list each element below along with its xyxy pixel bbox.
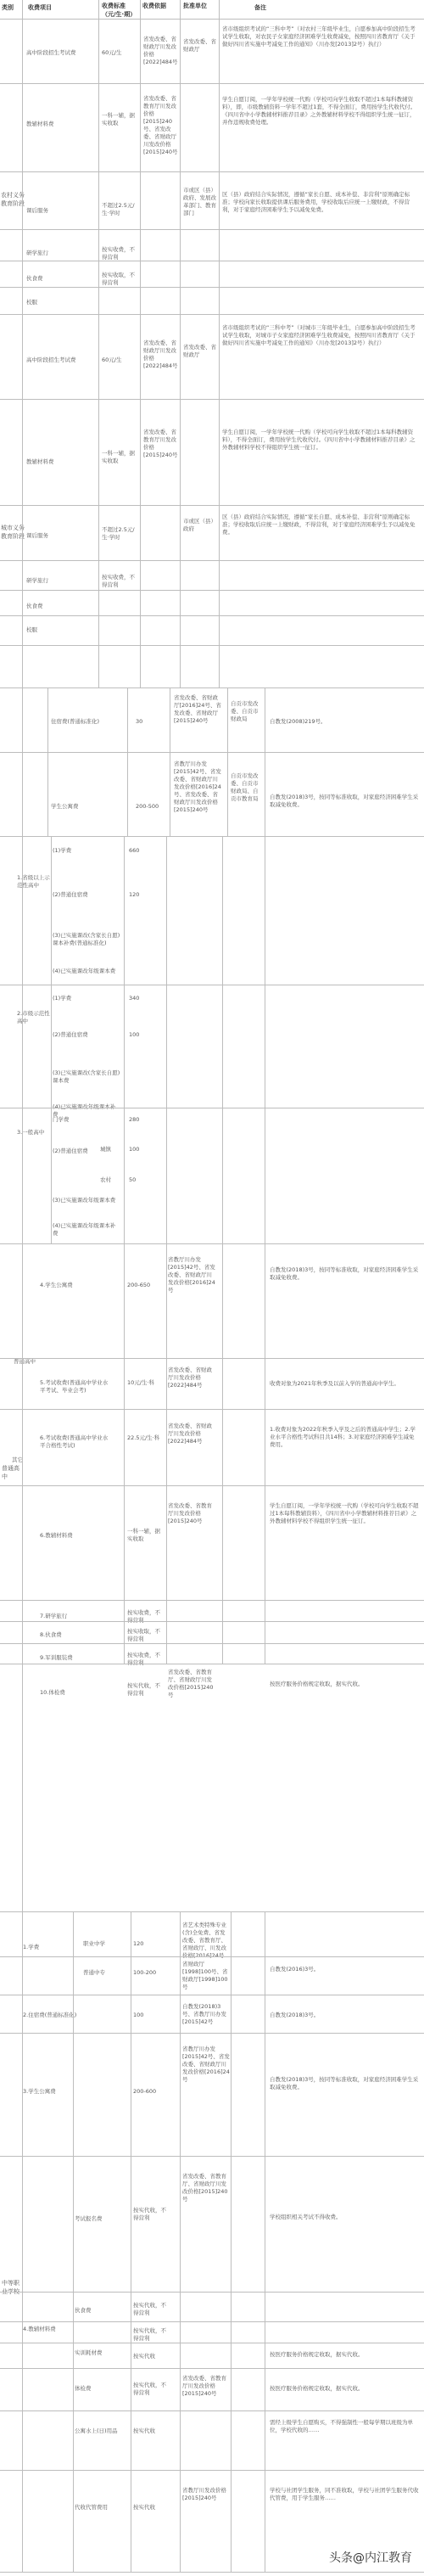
grid-line: [0, 314, 424, 315]
high-t2-fee: (1)学费: [53, 995, 72, 1002]
high-side-mid: 其它: [12, 1456, 23, 1463]
voc-r10-note: 需经上级学生自愿购买，不得强制性一般每学期以班级为单位，学校代收的……: [270, 2419, 413, 2433]
grid-line: [124, 836, 125, 1664]
high-t1-fee: (1)学费: [53, 847, 72, 854]
voc-r11-price: 按实代收: [133, 2504, 155, 2511]
rural-exam-approver: 省发改委、省财政厅: [183, 38, 216, 53]
high-other-exam: 10.体检费: [40, 1689, 65, 1696]
rural-book-note: 学生自愿订阅，一学年学校统一代购（学校可向学生收取不超过1本每科教辅资料），即，市级教辅资料一学年不超过1套，不得全面订，费用按学生代收代付。《四川省中小学教辅材料推荐目录》之外教辅材料学校不得组织学生统一征订，并作违规收费处理。: [222, 96, 416, 126]
block-vocational-label: 中等职业学校: [2, 2280, 20, 2295]
grid-line: [0, 229, 424, 230]
high-t2-book2: (4)已实施课改年级课本补费: [53, 1103, 116, 1118]
header-item: 收费项目: [28, 4, 52, 11]
voc-r5-basis: 省发改委、省教育厅、省财政厅川发改价格[2015]240号: [182, 2173, 228, 2203]
grid-line: [127, 687, 128, 836]
voc-r8-item: 实训耗材费: [75, 2349, 103, 2356]
grid-line: [0, 1600, 424, 1601]
voc-r4-basis: 省教厅川办发[2015]42号、省发改委、省财政厅川发改价格[2016]24号: [182, 2046, 230, 2083]
high-t2-stay: (2)普通住宿费: [53, 1031, 88, 1038]
mid-row2-note: 自教发(2018)3号，按同等标准收取，对家庭经济困难学生采取减免收费。: [270, 794, 419, 808]
grid-line: [51, 836, 52, 1243]
high-other-5-basis: 省发改委、省财政厅川发改价格[2022]484号: [168, 1367, 212, 1389]
grid-line: [0, 1621, 424, 1622]
grid-line: [47, 687, 48, 836]
grid-line: [0, 171, 424, 172]
voc-tuition-label: 1.学费: [23, 1944, 40, 1950]
high-t2-stay-price: 100: [129, 1031, 140, 1038]
rural-exam-item: 高中阶段招生考试费: [26, 49, 76, 56]
urban-stay-note: 区（县）政府结合实际情况，遵循“家长自愿、成本补偿、非营利”原则确定标准；学校收取后应统一上缴财政，不得营利，对于家庭经济困难学生予以减免免费。: [222, 514, 416, 536]
voc-r7-price: 按实代收，不得营利: [133, 2327, 166, 2342]
grid-line: [0, 1485, 424, 1486]
high-general-stay: (2)普通住宿费: [53, 1148, 88, 1154]
voc-r7-item: 伙食费: [75, 2307, 92, 2314]
urban-meal-item: 伙食费: [26, 603, 43, 609]
high-other-5-note: 收费对象为2021年秋季及以前入学的普通高中学生。: [270, 1380, 400, 1387]
urban-trip-item: 研学旅行: [26, 577, 48, 584]
grid-line: [0, 645, 424, 646]
voc-r3-note: 自教发(2018)3号。: [270, 2012, 320, 2018]
rural-stay-approver: 市或区（县）政府、发展改革部门、教育部门: [183, 187, 216, 216]
high-other-book-price: 一科一辅，据实收取: [127, 1528, 160, 1542]
urban-exam-price: 60元/生: [102, 356, 122, 363]
high-general-fee-price: 280: [129, 1116, 140, 1123]
voc-r11-item: 代收代管费用: [75, 2504, 108, 2511]
rural-book-item: 教辅材料费: [26, 121, 54, 127]
grid-line: [0, 687, 424, 688]
urban-book-basis: 省发改委、省教育厅川发改价格[2015]240号: [143, 429, 178, 458]
high-other-exam-price: 按实代收，不得营利: [127, 1682, 160, 1697]
urban-exam-basis: 省发改委、省财政厅川发改价格[2022]484号: [143, 340, 178, 369]
grid-line: [98, 0, 99, 687]
rural-meal-price: 按实收取，不得营利: [102, 272, 135, 286]
voc-r9-item: 体检费: [75, 2385, 92, 2392]
voc-r10-price: 按实代收: [133, 2427, 155, 2434]
urban-exam-approver: 省发改委、省财政厅: [183, 344, 216, 358]
grid-line: [0, 560, 424, 561]
urban-book-price: 一科一辅，据实收取: [102, 450, 135, 464]
grid-line: [222, 836, 223, 1664]
high-other-4: 4.学生公寓费: [40, 1282, 73, 1288]
high-tier1-label: 1.省级以上示范性高中: [17, 874, 50, 889]
voc-r6-item: 4.教辅材料费: [23, 2326, 56, 2332]
grid-line: [0, 2033, 424, 2034]
urban-stay-price: 不超过2.5元/生·学时: [102, 526, 135, 541]
high-general-rural: 农村: [100, 1176, 111, 1183]
high-t1-stay: (2)普通住宿费: [53, 891, 88, 898]
voc-r5-note: 学校组织相关考试不得收费。: [270, 2214, 342, 2220]
grid-line: [180, 0, 181, 687]
high-other-book-basis: 省发改委、省教育厅川发改价格[2015]240号: [168, 1502, 212, 1524]
grid-line: [0, 2410, 424, 2411]
voc-r3-basis: 自教发(2018)3号、省教厅川办发[2015]42号: [182, 2003, 226, 2025]
rural-book-basis: 省发改委、省教育厅川发改价格[2015]240号、省发改委、省财政厅川发改价格[2015]240号: [143, 95, 178, 155]
voc-r3-price: 100: [133, 2012, 144, 2018]
watermark-badge: 头条@内江教育: [326, 2547, 416, 2568]
high-other-meal: 8.伙食费: [40, 1631, 62, 1638]
voc-r11-note: 学校与社团学生服务，同不准收取，学校与社团学生服务代收代管费，用于学生服务……: [270, 2487, 419, 2501]
grid-line: [180, 1911, 181, 2572]
grid-line: [0, 615, 424, 616]
high-other-trip: 7.研学旅行: [40, 1613, 68, 1619]
grid-line: [0, 19, 424, 20]
voc-r8-note: 按医疗服务价格规定收取，据实代收。: [270, 2351, 364, 2358]
high-other-book-note: 学生自愿订阅，一学年学校统一代购（学校可向学生收取不超过1本每科教辅资料），《四川省中小学教辅材料推荐目录》之外教辅材料学校不得组织学生统一征订。: [270, 1502, 419, 1524]
grid-line: [0, 399, 424, 400]
voc-r5-price: 按实代收，不得营利: [133, 2207, 166, 2221]
voc-r3-item: 2.住宿费(普通标准化): [23, 2012, 77, 2018]
urban-exam-item: 高中阶段招生考试费: [26, 356, 76, 363]
urban-stay-item: 课后服务: [26, 532, 48, 539]
rural-exam-price: 60元/生: [102, 49, 122, 56]
voc-r4-price: 200-600: [133, 2088, 157, 2095]
voc-r8-price: 按实代收: [133, 2353, 155, 2360]
grid-line: [0, 590, 424, 591]
grid-line: [219, 0, 220, 687]
voc-r1-item: 职业中学: [83, 1940, 105, 1947]
high-t2-fee-price: 340: [129, 995, 140, 1002]
grid-line: [0, 2321, 424, 2322]
grid-line: [140, 0, 141, 687]
header-basis: 收费依据: [142, 3, 166, 9]
header-approver: 批准单位: [183, 3, 207, 9]
grid-line: [166, 836, 167, 1664]
header-category: 类别: [2, 4, 14, 11]
grid-line: [0, 752, 424, 753]
high-side-label: 普通高中: [14, 1358, 36, 1365]
rural-trip-price: 按实收费，不得营利: [102, 246, 135, 261]
voc-r1-basis: 省艺术类特殊专业(含)全免费、省发改委、省教育厅、省财政厅、川发改价格[2016]24号: [182, 1922, 226, 1959]
grid-line: [0, 1243, 424, 1244]
high-other-uniform-price: 按实收费，不得营利: [127, 1652, 160, 1666]
mid-row1-basis: 省发改委、省财政厅[2016]24号、省发改委、省财政厅[2015]240号: [174, 694, 221, 724]
voc-r5-item: 考试报名费: [75, 2215, 103, 2222]
high-other-exam-basis: 省发改委、省教育厅、省财政厅川发改价格[2015]240号: [168, 1669, 214, 1698]
voc-r9-basis: 省发改委、省教育厅川发改价格[2015]240号: [182, 2375, 226, 2397]
grid-line: [22, 0, 23, 2572]
mid-row2-approver: 自贡市发改委、自贡市财政局、自贡市教育局: [231, 772, 259, 802]
urban-book-note: 学生自愿订阅，一学年学校统一代购（学校可向学生收取不超过1本每科教辅资料），不得全面订，费用按学生代收代付。《四川省中小学教辅材料推荐目录》之外教辅材料学校不得组织学生统一征订。: [222, 429, 416, 451]
high-other-meal-price: 按实收取，不得营利: [127, 1628, 160, 1642]
block-rural-label: 农村义务教育阶段: [1, 192, 25, 207]
high-other-6: 6.考试收费(普通高中学业水平合格性考试): [40, 1434, 109, 1449]
high-other-trip-price: 按实收费，不得营利: [127, 1609, 160, 1624]
grid-line: [0, 2470, 424, 2471]
grid-line: [0, 83, 424, 84]
high-general-fee: 门学费: [53, 1116, 70, 1123]
grid-line: [0, 1911, 424, 1912]
rural-stay-item: 课后服务: [26, 207, 48, 214]
grid-line: [0, 505, 424, 506]
high-other-4-note: 自教发(2018)3号，按同等标准收取，对家庭经济困难学生采取减免收费。: [270, 1266, 419, 1281]
voc-r9-note: 按医疗服务价格规定收取，据实代收。: [270, 2385, 364, 2392]
rural-stay-note: 区（县）政府结合实际情况，遵循“家长自愿、成本补偿、非营利”原则确定标准；学校向家长收取提供课后服务费用，学校收取后应统一上缴财政，不得营利，对于家庭经济困难学生予以减免免费。: [222, 191, 410, 213]
rural-exam-basis: 省发改委、省财政厅川发改价格[2022]484号: [143, 36, 178, 65]
mid-row1-item: 住宿费(普通标准化): [51, 718, 100, 725]
rural-book-price: 一科一辅，据实收取: [102, 112, 135, 126]
high-general-rural-price: 50: [129, 1176, 137, 1183]
grid-line: [0, 287, 424, 288]
rural-trip-item: 研学旅行: [26, 250, 48, 256]
voc-r4-item: 3.学生公寓费: [23, 2088, 56, 2095]
grid-line: [0, 2368, 424, 2369]
grid-line: [0, 1409, 424, 1410]
voc-r2-note: 自教发(2016)3号。: [270, 1966, 320, 1973]
grid-line: [0, 2292, 424, 2293]
high-other-4-basis: 省教厅川办发[2015]42号、省发改委、省财政厅川发改价格[2016]24号: [168, 1256, 215, 1294]
high-other-exam-note: 按医疗服务价格规定收取，据实代收。: [270, 1681, 364, 1687]
high-other-5-price: 10元/生·科: [127, 1379, 155, 1386]
grid-line: [0, 1956, 424, 1957]
mid-row2-item: 学生公寓费: [51, 803, 79, 810]
high-general-stay-price: 100: [129, 1146, 140, 1153]
grid-line: [0, 2156, 424, 2157]
voc-r10-item: 公寓水上(日)用品: [75, 2427, 118, 2434]
high-other-6-basis: 省发改委、省财政厅川发改价格[2022]484号: [168, 1423, 212, 1445]
rural-uni-item: 校服: [26, 299, 37, 306]
high-other-uniform: 9.军训服装费: [40, 1654, 73, 1661]
high-other-4-price: 200-650: [127, 1282, 151, 1288]
high-other-6-note: 1.收费对象为2022年秋季入学及之后的普通高中学生；2.学业水平合格性考试科目共14科；3.对家庭经济困难学生减免费用。: [270, 1426, 416, 1448]
block-high-label: 普通高中: [2, 1465, 20, 1480]
voc-r6-price: 按实代收，不得营利: [133, 2302, 166, 2316]
high-general-stay-sub: 城镇: [100, 1146, 111, 1153]
urban-exam-note: 省市级组织考试的“三科中考”（对城市三年级毕业生，自愿参加高中阶段招生考试学生收取，对城市子女家庭经济困难学生收费减免，按照四川省教育厅《关于做好四川省实施中考减免工作的通知》（川办发[2013]2号）执行）: [222, 324, 416, 346]
high-other-6-price: 22.5元/生·科: [127, 1434, 160, 1441]
voc-r2-basis: 省财政厅[1998]100号、省财政厅[1998]100号: [182, 1961, 228, 1990]
voc-r2-price: 100-200: [133, 1969, 157, 1976]
high-tier2-label: 2.市级示范性高中: [17, 1010, 50, 1024]
rural-meal-item: 伙食费: [26, 275, 43, 282]
high-tier3-label: 3.一般高中: [17, 1129, 45, 1136]
rural-exam-note: 省市级组织考试的“三科中考”（对农村三年级毕业生，自愿参加高中阶段招生考试学生收取，对农民子女家庭经济困难学生收费减免，按照四川省教育厅《关于做好四川省实施中考减免工作的通知》（川办发[2013]2号）执行）: [222, 25, 416, 48]
voc-r9-price: 按实代收，不得营利: [133, 2382, 166, 2396]
grid-line: [0, 2572, 424, 2573]
mid-row2-basis: 省教厅川办发[2015]42号、省发改委、省财政厅川发改价格[2016]24号、省发改委、省财政厅川发改价格[2015]240号: [174, 760, 221, 813]
urban-uni-item: 校服: [26, 626, 37, 633]
high-t2-book: (3)已实施课改(含家长自愿)课本费: [53, 1069, 120, 1084]
high-t1-fee-price: 660: [129, 847, 140, 854]
grid-line: [227, 687, 228, 836]
high-other-book: 6.教辅材料费: [40, 1532, 73, 1539]
high-t1-stay-price: 120: [129, 891, 140, 898]
grid-line: [0, 1358, 424, 1359]
mid-row1-note: 自教发(2008)219号。: [270, 718, 326, 725]
urban-stay-approver: 市或区（县）政府: [183, 518, 216, 532]
mid-row2-price: 200-500: [136, 803, 159, 810]
high-t1-book2: (4)已实施课改年级课本费: [53, 968, 116, 974]
urban-book-item: 教辅材料费: [26, 458, 54, 465]
voc-r11-basis: 省教厅川发改价格[2015]240号: [182, 2487, 226, 2501]
block-urban-label: 城市义务教育阶段: [1, 525, 25, 540]
rural-stay-price: 不超过2.5元/生·学时: [102, 202, 135, 216]
voc-r4-note: 自教发(2018)3号，按同等标准收取，对家庭经济困难学生采取减免收费。: [270, 2076, 419, 2091]
header-price: 收费标准（元/生·期）: [102, 3, 137, 18]
urban-trip-price: 按实收费，不得营利: [102, 574, 135, 588]
high-general-book2: (4)已实施课改年级课本补费: [53, 1222, 116, 1237]
grid-line: [0, 836, 424, 837]
voc-r1-price: 120: [133, 1940, 144, 1947]
high-general-book: (3)已实施课改年级课本费: [53, 1197, 116, 1204]
header-note: 备注: [254, 4, 266, 11]
mid-row1-approver: 自贡市发改委、自贡市财政局: [231, 700, 259, 722]
voc-r2-item: 普通中专: [83, 1969, 105, 1976]
grid-line: [0, 1643, 424, 1644]
grid-line: [231, 1911, 232, 2572]
high-t1-book: (3)已实施课改(含家长自愿)课本补费(普通标准化): [53, 932, 120, 946]
high-other-5: 5.考试收费(普通高中学业水平考试、毕业会考): [40, 1379, 109, 1394]
grid-line: [73, 1911, 74, 2572]
mid-row1-price: 30: [136, 718, 143, 725]
